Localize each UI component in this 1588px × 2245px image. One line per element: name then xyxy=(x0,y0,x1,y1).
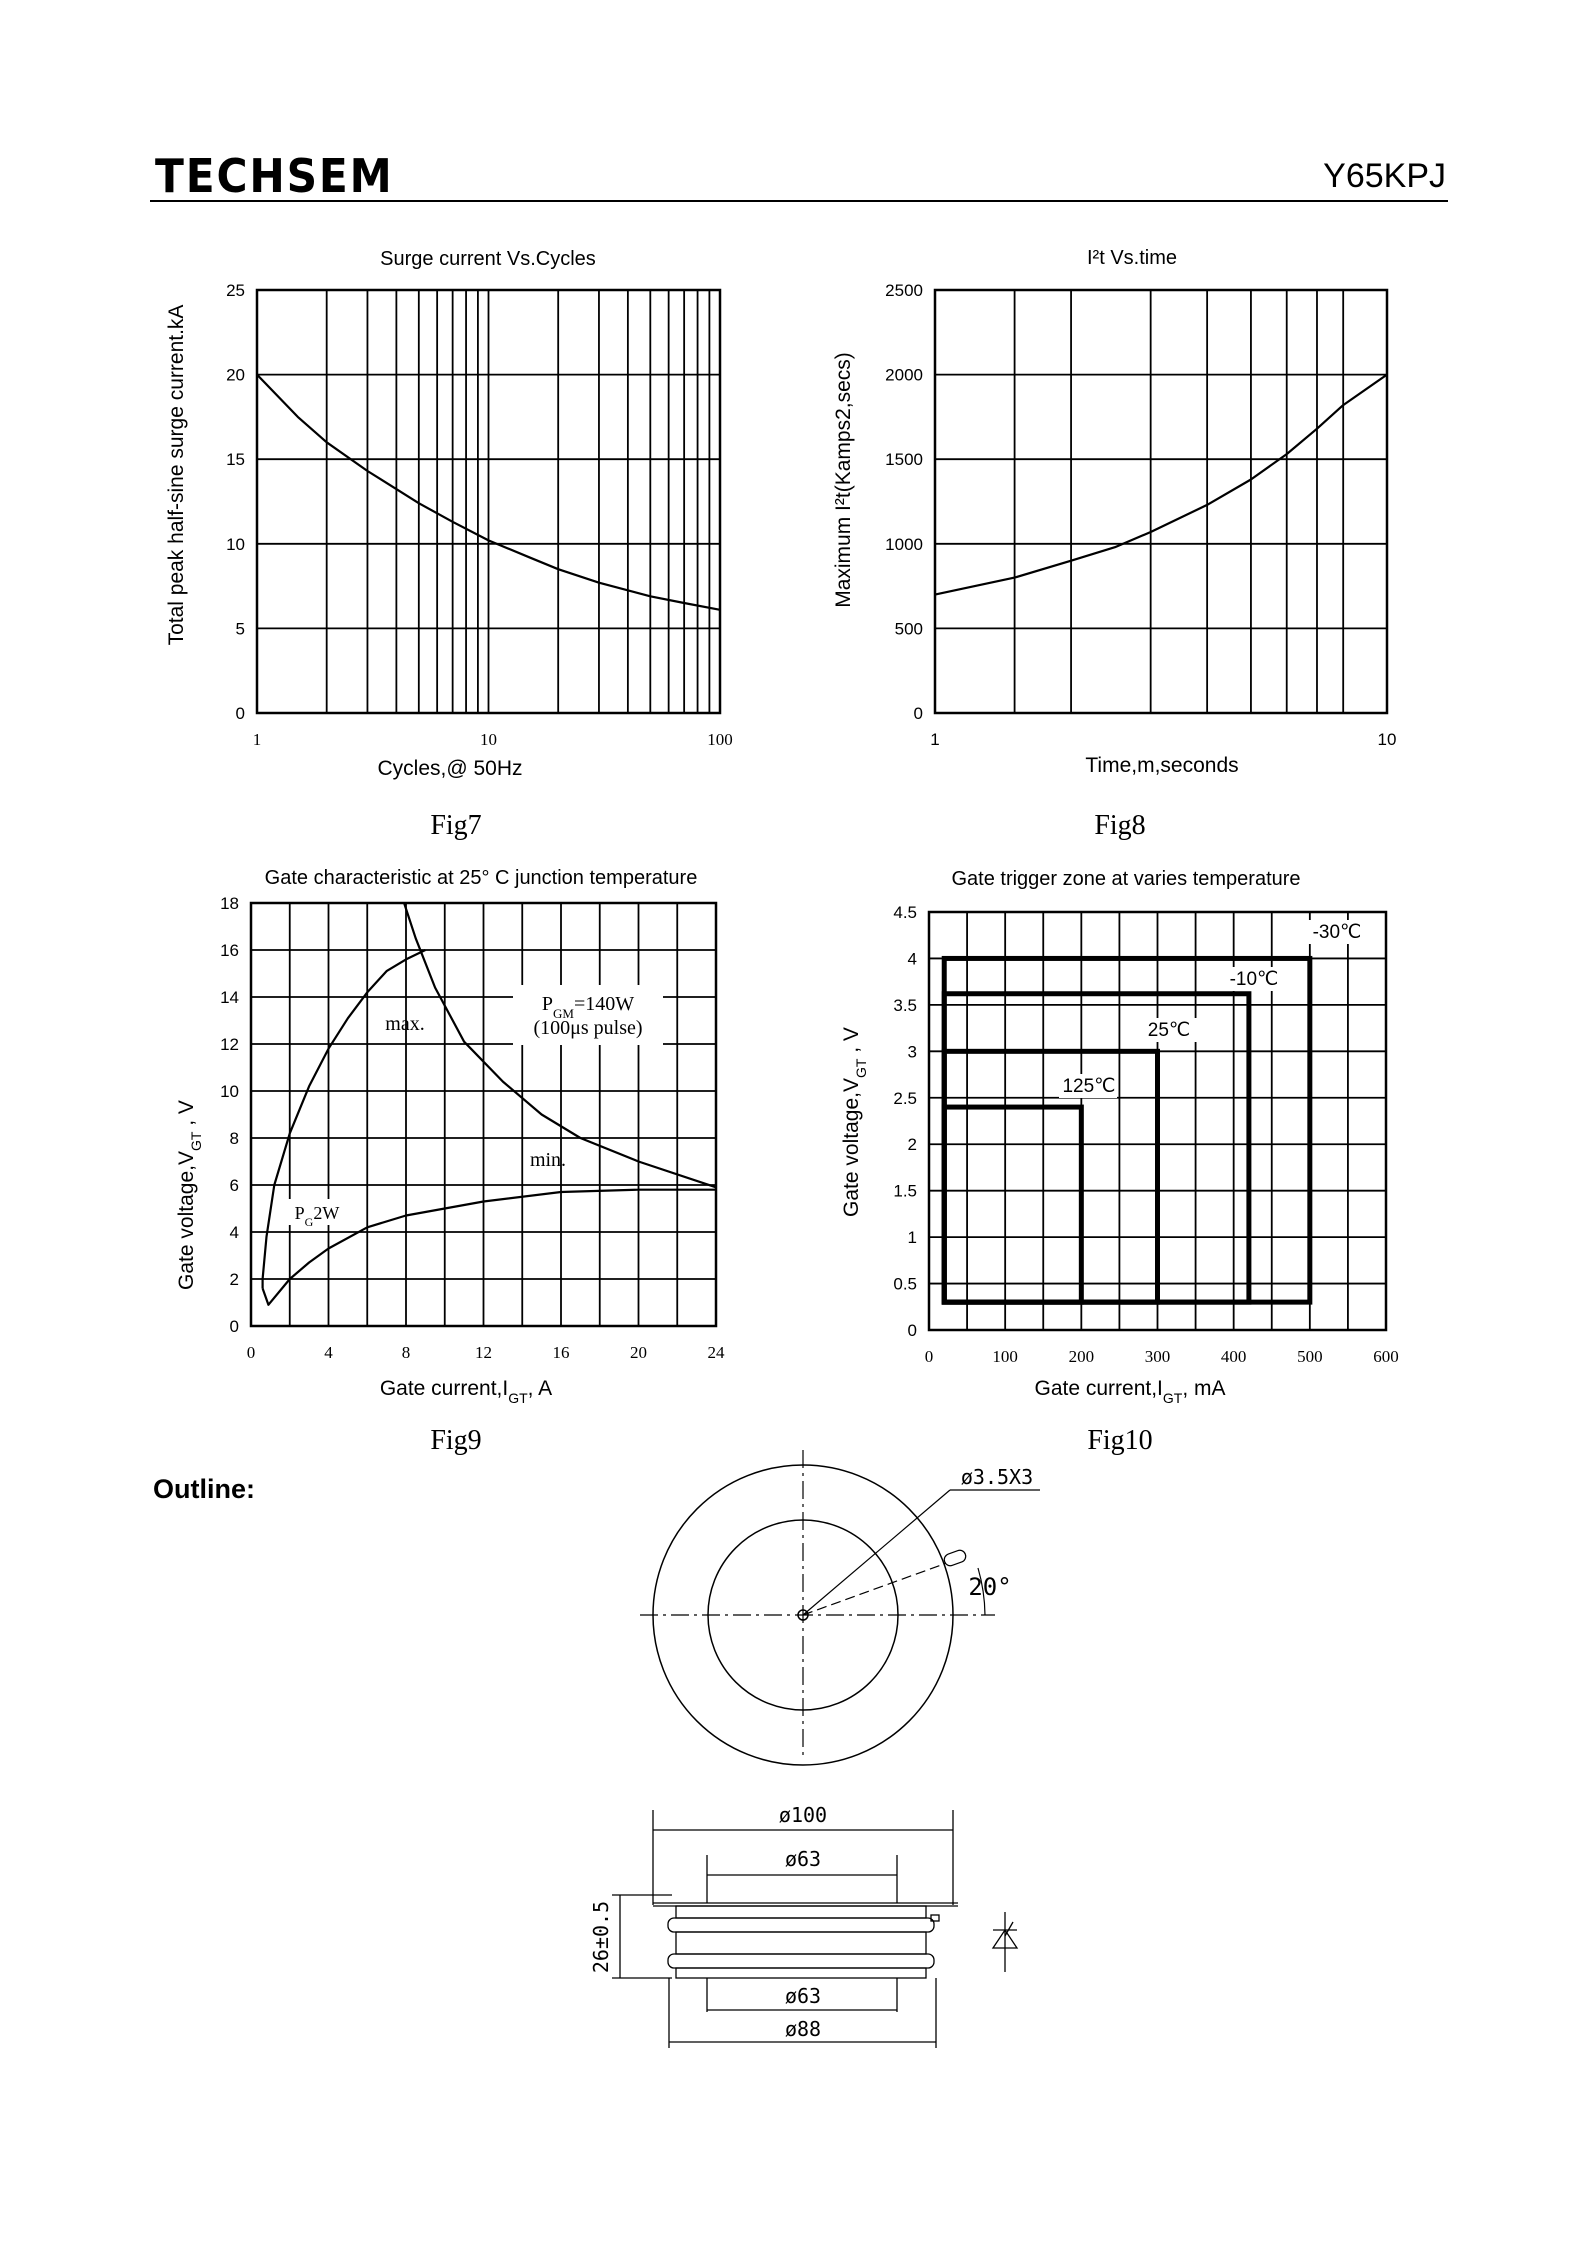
y-tick-label: 2 xyxy=(907,1135,917,1155)
annotation-min: min. xyxy=(529,1149,567,1171)
x-axis-label: Cycles,@ 50Hz xyxy=(377,757,523,780)
x-tick-label: 10 xyxy=(1377,730,1397,749)
body-band xyxy=(668,1954,934,1968)
annotation-max: max. xyxy=(385,1013,425,1035)
dim-d88: ø88 xyxy=(784,2017,822,2041)
x-tick-label: 0 xyxy=(246,1343,256,1362)
figure-caption: Fig9 xyxy=(430,1425,482,1456)
trigger-zone-box xyxy=(944,994,1249,1302)
outline-label: Outline: xyxy=(153,1474,255,1504)
y-tick-label: 3.5 xyxy=(893,995,917,1015)
y-tick-label: 1.5 xyxy=(893,1181,917,1201)
y-tick-label: 0 xyxy=(907,1321,917,1340)
symbol-line xyxy=(1005,1922,1013,1936)
x-tick-label: 200 xyxy=(1068,1347,1095,1366)
y-tick-label: 5 xyxy=(235,619,245,639)
y-axis-label: Maximum I²t(Kamps2,secs) xyxy=(832,352,855,608)
y-tick-label: 1 xyxy=(907,1228,917,1248)
y-tick-label: 2000 xyxy=(885,365,923,385)
x-tick-label: 4 xyxy=(324,1343,333,1362)
y-tick-label: 3 xyxy=(907,1042,917,1062)
x-tick-label: 400 xyxy=(1220,1347,1247,1366)
y-tick-label: 2500 xyxy=(885,281,923,300)
y-tick-label: 12 xyxy=(220,1035,239,1054)
x-tick-label: 500 xyxy=(1297,1347,1323,1366)
body-band xyxy=(676,1968,926,1978)
x-tick-label: 100 xyxy=(707,730,733,749)
body-band xyxy=(676,1906,926,1918)
annotation-pg: $P_G2W$ xyxy=(294,1203,340,1229)
y-axis-label: Total peak half-sine surge current.kA xyxy=(165,304,188,646)
dim-d63-bottom: ø63 xyxy=(784,1984,822,2008)
y-tick-label: 1000 xyxy=(885,534,923,554)
zone-label: -10℃ xyxy=(1229,969,1279,990)
y-tick-label: 15 xyxy=(226,450,245,470)
dim-d100: ø100 xyxy=(778,1803,828,1827)
y-tick-label: 4 xyxy=(229,1223,239,1242)
y-tick-label: 4.5 xyxy=(893,903,917,922)
y-tick-label: 25 xyxy=(226,281,245,300)
trigger-zone-box xyxy=(944,1107,1081,1302)
y-tick-label: 10 xyxy=(220,1082,239,1101)
y-tick-label: 18 xyxy=(220,894,239,913)
y-tick-label: 0 xyxy=(913,704,923,723)
chart-title: Gate trigger zone at varies temperature xyxy=(951,868,1301,890)
y-axis-label: Gate $voltage,V_{GT}$ , V xyxy=(840,1027,869,1217)
y-axis-label: Gate $voltage,V_{GT}$ , V xyxy=(175,1100,204,1290)
angle-line xyxy=(803,1560,955,1615)
x-tick-label: 0 xyxy=(924,1347,934,1366)
chart-title: Surge current Vs.Cycles xyxy=(380,248,596,270)
body-band xyxy=(668,1918,934,1932)
body-band xyxy=(676,1932,926,1954)
zone-label: -30℃ xyxy=(1312,922,1362,943)
x-tick-label: 12 xyxy=(475,1343,492,1362)
x-tick-label: 8 xyxy=(401,1343,411,1362)
x-tick-label: 20 xyxy=(630,1343,647,1362)
y-tick-label: 1500 xyxy=(885,450,923,470)
y-tick-label: 8 xyxy=(229,1129,239,1148)
angle-dimension: 20° xyxy=(968,1573,1012,1601)
y-tick-label: 6 xyxy=(229,1176,239,1195)
dim-d63-top: ø63 xyxy=(784,1847,822,1871)
brand-logo: TECHSEM xyxy=(155,149,394,203)
y-tick-label: 16 xyxy=(220,941,239,960)
series-line xyxy=(935,375,1387,595)
x-tick-label: 16 xyxy=(552,1343,570,1362)
chart-title: I²t Vs.time xyxy=(1086,247,1178,269)
chart-8 xyxy=(832,247,1396,841)
x-tick-label: 24 xyxy=(707,1343,725,1362)
y-tick-label: 14 xyxy=(220,988,239,1007)
chart-title: Gate characteristic at 25° C junction temperature xyxy=(264,867,698,889)
dim-height: 26±0.5 xyxy=(589,1900,613,1974)
x-axis-label: Gate $current,I_{GT}$, mA xyxy=(1034,1377,1226,1406)
x-tick-label: 300 xyxy=(1144,1347,1171,1366)
outline-drawing xyxy=(589,1450,1040,2048)
zone-label: 125℃ xyxy=(1062,1076,1116,1097)
hole-dimension: ø3.5X3 xyxy=(960,1465,1034,1489)
x-axis-label: Gate $current,I_{GT}$, A xyxy=(379,1377,553,1406)
x-tick-label: 1 xyxy=(252,730,262,749)
y-tick-label: 2 xyxy=(229,1270,239,1289)
trigger-zone-box xyxy=(944,1051,1157,1302)
x-tick-label: 100 xyxy=(992,1347,1018,1366)
x-tick-label: 600 xyxy=(1373,1347,1399,1366)
annotation-pgm: $P_{GM}=140W$ xyxy=(541,993,635,1021)
model-number: Y65KPJ xyxy=(1323,157,1446,195)
chart-7 xyxy=(165,248,733,841)
x-axis-label: Time,m,seconds xyxy=(1085,754,1239,777)
chart-10 xyxy=(840,868,1399,1456)
zone-label: 25℃ xyxy=(1147,1020,1191,1041)
chart-9 xyxy=(175,867,725,1456)
x-tick-label: 1 xyxy=(930,730,940,749)
figure-caption: Fig8 xyxy=(1094,810,1146,841)
figure-caption: Fig7 xyxy=(430,810,482,841)
y-tick-label: 0 xyxy=(235,704,245,723)
y-tick-label: 20 xyxy=(226,365,245,385)
figure-caption: Fig10 xyxy=(1087,1425,1153,1456)
series-line xyxy=(404,903,716,1187)
plot-frame xyxy=(935,290,1387,713)
annotation-pulse: (100μs pulse) xyxy=(533,1017,643,1039)
y-tick-label: 500 xyxy=(894,619,923,639)
y-tick-label: 10 xyxy=(226,534,245,554)
y-tick-label: 4 xyxy=(907,949,917,969)
trigger-zone-box xyxy=(944,958,1310,1302)
series-line xyxy=(263,950,426,1279)
y-tick-label: 0 xyxy=(229,1317,239,1336)
x-tick-label: 10 xyxy=(480,730,497,749)
y-tick-label: 2.5 xyxy=(893,1088,917,1108)
leader-line xyxy=(803,1490,950,1615)
y-tick-label: 0.5 xyxy=(893,1274,917,1294)
gate-lug xyxy=(943,1549,968,1568)
